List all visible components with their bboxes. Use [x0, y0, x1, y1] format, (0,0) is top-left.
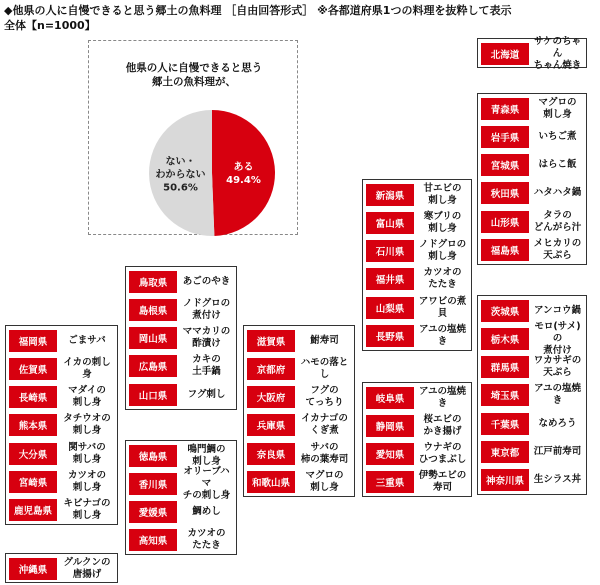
dish-name: サバの 柿の葉寿司 — [300, 441, 349, 465]
prefecture-row — [126, 527, 236, 554]
dish-name: ウナギの ひつまぶし — [418, 442, 467, 466]
prefecture-name: 山梨県 — [366, 297, 414, 319]
pie-chart-panel — [88, 40, 298, 235]
pie-chart — [147, 108, 277, 238]
prefecture-row — [363, 323, 471, 350]
prefecture-name: 広島県 — [129, 355, 177, 377]
dish-name: 生シラス丼 — [533, 474, 582, 486]
dish-name: メヒカリの 天ぷら — [533, 238, 582, 261]
prefecture-name: 愛知県 — [366, 443, 414, 465]
prefecture-group — [477, 35, 587, 71]
dish-name: フグ刺し — [187, 388, 226, 400]
dish-name: カキの 土手鍋 — [192, 354, 221, 378]
dish-name: ママカリの 酢漬け — [182, 326, 231, 350]
prefecture-row — [126, 268, 236, 295]
prefecture-row — [126, 296, 236, 323]
prefecture-group — [362, 382, 472, 497]
dish-name: ごまサバ — [68, 334, 106, 346]
prefecture-name: 宮城県 — [481, 154, 529, 176]
prefecture-row — [363, 469, 471, 496]
dish-name: アユの塩焼き — [533, 383, 582, 407]
prefecture-row — [478, 95, 586, 122]
prefecture-group — [362, 179, 472, 351]
dish-name: サケのちゃん ちゃん焼き — [533, 35, 582, 71]
dish-name: 伊勢エビの 寿司 — [418, 470, 467, 494]
prefecture-row — [478, 237, 586, 264]
prefecture-row — [363, 384, 471, 411]
dish-name: マグロの 刺し身 — [305, 470, 344, 493]
prefecture-row — [363, 412, 471, 439]
prefecture-name: 石川県 — [366, 240, 414, 262]
prefecture-name: 奈良県 — [247, 443, 295, 465]
prefecture-row — [478, 35, 586, 71]
dish-name: 甘エビの 刺し身 — [423, 182, 462, 206]
prefecture-name: 千葉県 — [481, 413, 529, 435]
dish-name: はらこ飯 — [538, 159, 577, 171]
prefecture-name: 新潟県 — [366, 184, 414, 206]
dish-name: カツオの 刺し身 — [67, 470, 106, 493]
pie-slice-label-1: ない・わからない 50.6% — [155, 156, 206, 194]
prefecture-name: 山形県 — [481, 211, 529, 233]
prefecture-name: 高知県 — [129, 529, 177, 551]
prefecture-row — [244, 327, 354, 354]
prefecture-name: 愛媛県 — [129, 501, 177, 523]
prefecture-name: 東京都 — [481, 441, 529, 463]
prefecture-name: 沖縄県 — [9, 558, 57, 580]
prefecture-row — [478, 208, 586, 235]
dish-name: ハモの落とし — [300, 356, 349, 380]
dish-name: あごのやき — [182, 275, 231, 287]
dish-name: 関サバの 刺し身 — [68, 441, 106, 465]
prefecture-name: 岩手県 — [481, 126, 529, 148]
dish-name: 鮒寿司 — [310, 334, 339, 346]
dish-name: なめろう — [538, 417, 577, 429]
prefecture-row — [126, 499, 236, 526]
prefecture-name: 京都府 — [247, 358, 295, 380]
chart-title: ◆他県の人に自慢できると思う郷土の魚料理 ［自由回答形式］ ※各都道府県1つの料理を抜粋して表示 — [4, 4, 512, 17]
prefecture-row — [6, 469, 117, 496]
prefecture-row — [6, 555, 117, 582]
dish-name: オリーブハマ チの刺し身 — [182, 465, 231, 501]
prefecture-name: 熊本県 — [9, 414, 57, 436]
dish-name: モロ(サメ)の 煮付け — [534, 320, 581, 356]
prefecture-row — [478, 439, 586, 466]
prefecture-row — [478, 320, 586, 356]
prefecture-row — [6, 384, 117, 411]
prefecture-row — [126, 465, 236, 501]
pie-question: 他県の人に自慢できると思う 郷土の魚料理が、 — [125, 62, 263, 88]
prefecture-row — [244, 440, 354, 467]
prefecture-row — [363, 294, 471, 321]
pie-slice-0 — [212, 110, 275, 236]
dish-name: イカの刺し身 — [63, 356, 111, 380]
dish-name: アワビの煮貝 — [418, 295, 467, 319]
dish-name: ワカサギの 天ぷら — [533, 355, 582, 379]
prefecture-name: 長野県 — [366, 325, 414, 347]
prefecture-name: 岡山県 — [129, 327, 177, 349]
prefecture-name: 山口県 — [129, 384, 177, 406]
dish-name: カツオの たたき — [187, 528, 226, 552]
prefecture-row — [363, 441, 471, 468]
prefecture-group — [5, 325, 118, 525]
prefecture-row — [363, 238, 471, 265]
prefecture-row — [363, 266, 471, 293]
prefecture-name: 滋賀県 — [247, 330, 295, 352]
dish-name: 鳴門鯛の 刺し身 — [187, 443, 226, 467]
prefecture-name: 島根県 — [129, 299, 177, 321]
dish-name: いちご煮 — [538, 130, 577, 142]
prefecture-name: 福島県 — [481, 239, 529, 261]
prefecture-group — [243, 325, 355, 497]
prefecture-group — [125, 266, 237, 410]
prefecture-name: 岐阜県 — [366, 387, 414, 409]
prefecture-row — [6, 327, 117, 354]
prefecture-row — [244, 355, 354, 382]
prefecture-row — [244, 469, 354, 496]
prefecture-name: 香川県 — [129, 473, 177, 495]
prefecture-name: 宮崎県 — [9, 471, 57, 493]
prefecture-name: 福岡県 — [9, 330, 57, 352]
prefecture-name: 三重県 — [366, 471, 414, 493]
prefecture-name: 北海道 — [481, 43, 529, 65]
dish-name: 鯛めし — [192, 506, 221, 518]
prefecture-name: 神奈川県 — [481, 469, 529, 491]
prefecture-row — [478, 180, 586, 207]
prefecture-row — [363, 181, 471, 208]
dish-name: グルクンの 唐揚げ — [63, 556, 111, 580]
prefecture-name: 栃木県 — [481, 328, 529, 350]
prefecture-name: 徳島県 — [129, 445, 177, 467]
dish-name: 寒ブリの 刺し身 — [423, 210, 462, 234]
prefecture-name: 茨城県 — [481, 300, 529, 322]
prefecture-name: 秋田県 — [481, 182, 529, 204]
prefecture-name: 大分県 — [9, 443, 57, 465]
prefecture-name: 佐賀県 — [9, 358, 57, 380]
prefecture-name: 富山県 — [366, 212, 414, 234]
prefecture-row — [363, 209, 471, 236]
dish-name: アンコウ鍋 — [533, 304, 582, 316]
prefecture-name: 大阪府 — [247, 386, 295, 408]
dish-name: 桜エビの かき揚げ — [423, 413, 462, 437]
prefecture-group — [125, 440, 237, 555]
prefecture-name: 青森県 — [481, 98, 529, 120]
dish-name: タチウオの 刺し身 — [63, 413, 111, 437]
sample-size-label: 全体【n=1000】 — [4, 19, 96, 32]
prefecture-name: 鳥取県 — [129, 271, 177, 293]
dish-name: ハタハタ鍋 — [533, 187, 582, 199]
prefecture-row — [6, 412, 117, 439]
prefecture-group — [477, 93, 587, 265]
prefecture-name: 兵庫県 — [247, 414, 295, 436]
prefecture-group — [477, 295, 587, 495]
prefecture-name: 静岡県 — [366, 415, 414, 437]
prefecture-row — [6, 497, 117, 524]
prefecture-row — [478, 410, 586, 437]
prefecture-name: 福井県 — [366, 268, 414, 290]
prefecture-group — [5, 553, 118, 583]
dish-name: イカナゴの くぎ煮 — [301, 413, 348, 437]
prefecture-row — [478, 382, 586, 409]
prefecture-name: 長崎県 — [9, 386, 57, 408]
prefecture-name: 鹿児島県 — [9, 499, 57, 521]
dish-name: ノドグロの 煮付け — [182, 297, 231, 321]
prefecture-name: 群馬県 — [481, 356, 529, 378]
dish-name: アユの塩焼き — [418, 385, 467, 409]
prefecture-row — [126, 325, 236, 352]
dish-name: マダイの 刺し身 — [68, 385, 106, 409]
prefecture-name: 和歌山県 — [247, 471, 295, 493]
dish-name: フグの てっちり — [305, 385, 344, 409]
pie-slice-label-0: ある 49.4% — [226, 161, 261, 186]
prefecture-row — [478, 152, 586, 179]
dish-name: マグロの 刺し身 — [538, 96, 577, 120]
prefecture-row — [478, 467, 586, 494]
prefecture-row — [126, 353, 236, 380]
prefecture-row — [6, 440, 117, 467]
prefecture-row — [244, 412, 354, 439]
dish-name: カツオの たたき — [423, 267, 462, 291]
prefecture-name: 埼玉県 — [481, 384, 529, 406]
prefecture-row — [478, 123, 586, 150]
prefecture-row — [244, 384, 354, 411]
dish-name: アユの塩焼き — [418, 324, 467, 347]
dish-name: ノドグロの 刺し身 — [418, 239, 467, 263]
dish-name: 江戸前寿司 — [533, 446, 582, 457]
prefecture-row — [126, 381, 236, 408]
dish-name: タラの どんがら汁 — [533, 209, 582, 233]
dish-name: キビナゴの 刺し身 — [63, 498, 111, 522]
prefecture-row — [6, 355, 117, 382]
prefecture-row — [478, 354, 586, 381]
